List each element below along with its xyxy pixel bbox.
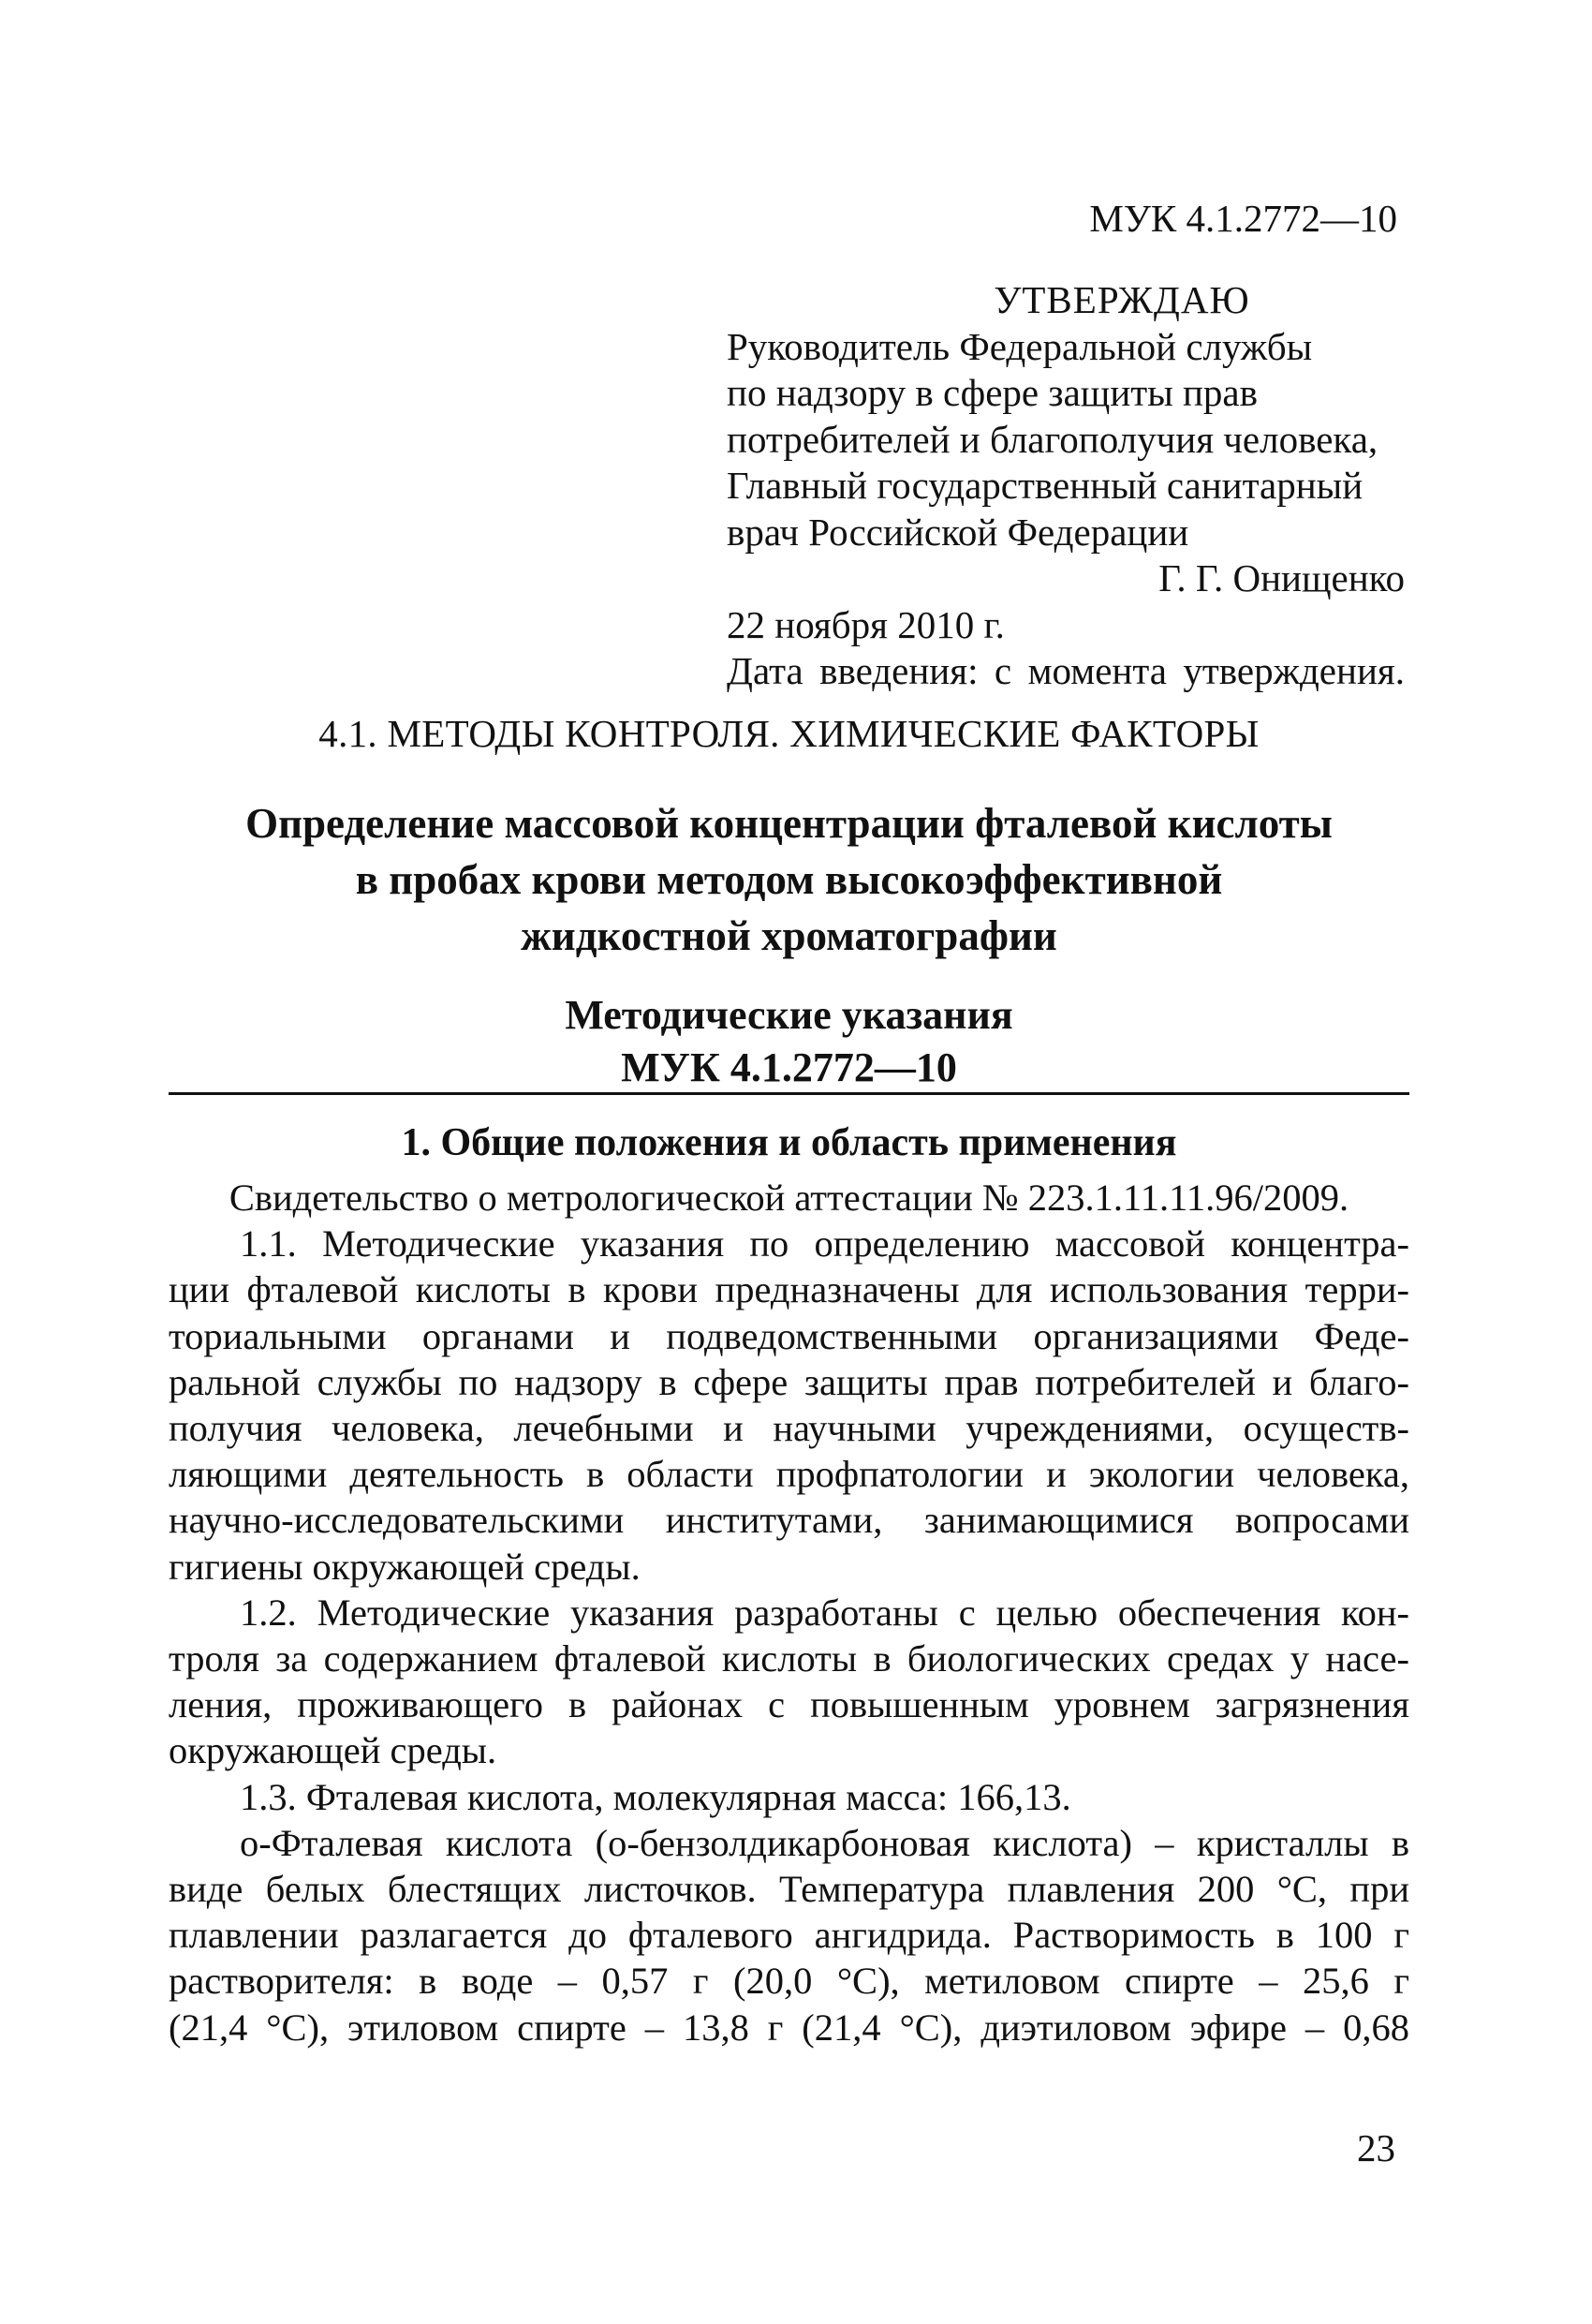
approval-signer: Г. Г. Онищенко — [1158, 556, 1405, 600]
approval-line: Руководитель Федеральной службы — [727, 324, 1313, 368]
approval-line: по надзору в сфере защиты прав — [727, 371, 1258, 414]
horizontal-rule — [169, 1092, 1409, 1095]
approval-line: врач Российской Федерации — [727, 510, 1189, 554]
paragraph-line: ления, проживающего в районах с повышенным уровнем загрязнения — [169, 1683, 1409, 1726]
paragraph-line: 1.1. Методические указания по определению массовой концентра- — [240, 1222, 1409, 1266]
title-line: Определение массовой концентрации фталевой кислоты — [245, 800, 1333, 847]
paragraph-line: окружающей среды. — [169, 1729, 497, 1772]
approval-title: УТВЕРЖДАЮ — [994, 278, 1250, 321]
paragraph-line: ляющими деятельность в области профпатологии и экологии человека, — [169, 1453, 1409, 1496]
approval-line: Главный государственный санитарный — [727, 464, 1364, 507]
paragraph-line: ториальными органами и подведомственными организациями Феде- — [169, 1314, 1409, 1357]
guidelines-code: МУК 4.1.2772—10 — [621, 1044, 957, 1090]
paragraph-line: 1.2. Методические указания разработаны с целью обеспечения кон- — [240, 1591, 1409, 1634]
approval-line: потребителей и благополучия человека, — [727, 417, 1378, 461]
title-line: жидкостной хроматографии — [521, 912, 1057, 959]
document-title — [169, 795, 1409, 964]
paragraph-line: 1.3. Фталевая кислота, молекулярная масса: 166,13. — [240, 1775, 1071, 1818]
approval-date: 22 ноября 2010 г. — [727, 602, 1005, 646]
title-line: в пробах крови методом высокоэффективной — [355, 856, 1223, 903]
document-code: МУК 4.1.2772—10 — [1089, 197, 1397, 240]
paragraph-line: виде белых блестящих листочков. Температура плавления 200 °С, при — [169, 1868, 1409, 1911]
section-heading: 4.1. МЕТОДЫ КОНТРОЛЯ. ХИМИЧЕСКИЕ ФАКТОРЫ — [318, 712, 1260, 755]
paragraph-line: гигиены окружающей среды. — [169, 1545, 641, 1588]
paragraph-line: плавлении разлагается до фталевого ангидрида. Растворимость в 100 г — [169, 1914, 1409, 1957]
chapter-heading: 1. Общие положения и область применения — [401, 1121, 1177, 1164]
paragraph-line: о-Фталевая кислота (о-бензолдикарбоновая кислота) – кристаллы в — [240, 1821, 1409, 1864]
body-text — [169, 1175, 1409, 2050]
paragraph-line: получия человека, лечебными и научными учреждениями, осуществ- — [169, 1407, 1409, 1450]
guidelines-label: Методические указания — [565, 992, 1013, 1038]
paragraph-line: троля за содержанием фталевой кислоты в биологических средах у насе- — [169, 1637, 1409, 1680]
certificate-line: Свидетельство о метрологической аттестации № 223.1.11.11.96/2009. — [228, 1177, 1349, 1219]
paragraph-line: (21,4 °С), этиловом спирте – 13,8 г (21,4 °С), диэтиловом эфире – 0,68 — [169, 2006, 1409, 2049]
effective-date: Дата введения: с момента утверждения. — [727, 649, 1405, 692]
paragraph-line: научно-исследовательскими институтами, занимающимися вопросами — [169, 1499, 1409, 1542]
paragraph-line: растворителя: в воде – 0,57 г (20,0 °С), метиловом спирте – 25,6 г — [169, 1960, 1409, 2003]
paragraph-line: ральной службы по надзору в сфере защиты прав потребителей и благо- — [169, 1360, 1409, 1403]
guidelines-block — [169, 989, 1409, 1094]
page-number: 23 — [1357, 2126, 1395, 2169]
approval-block — [727, 277, 1405, 695]
paragraph-line: ции фталевой кислоты в крови предназначены для использования терри- — [169, 1268, 1409, 1311]
